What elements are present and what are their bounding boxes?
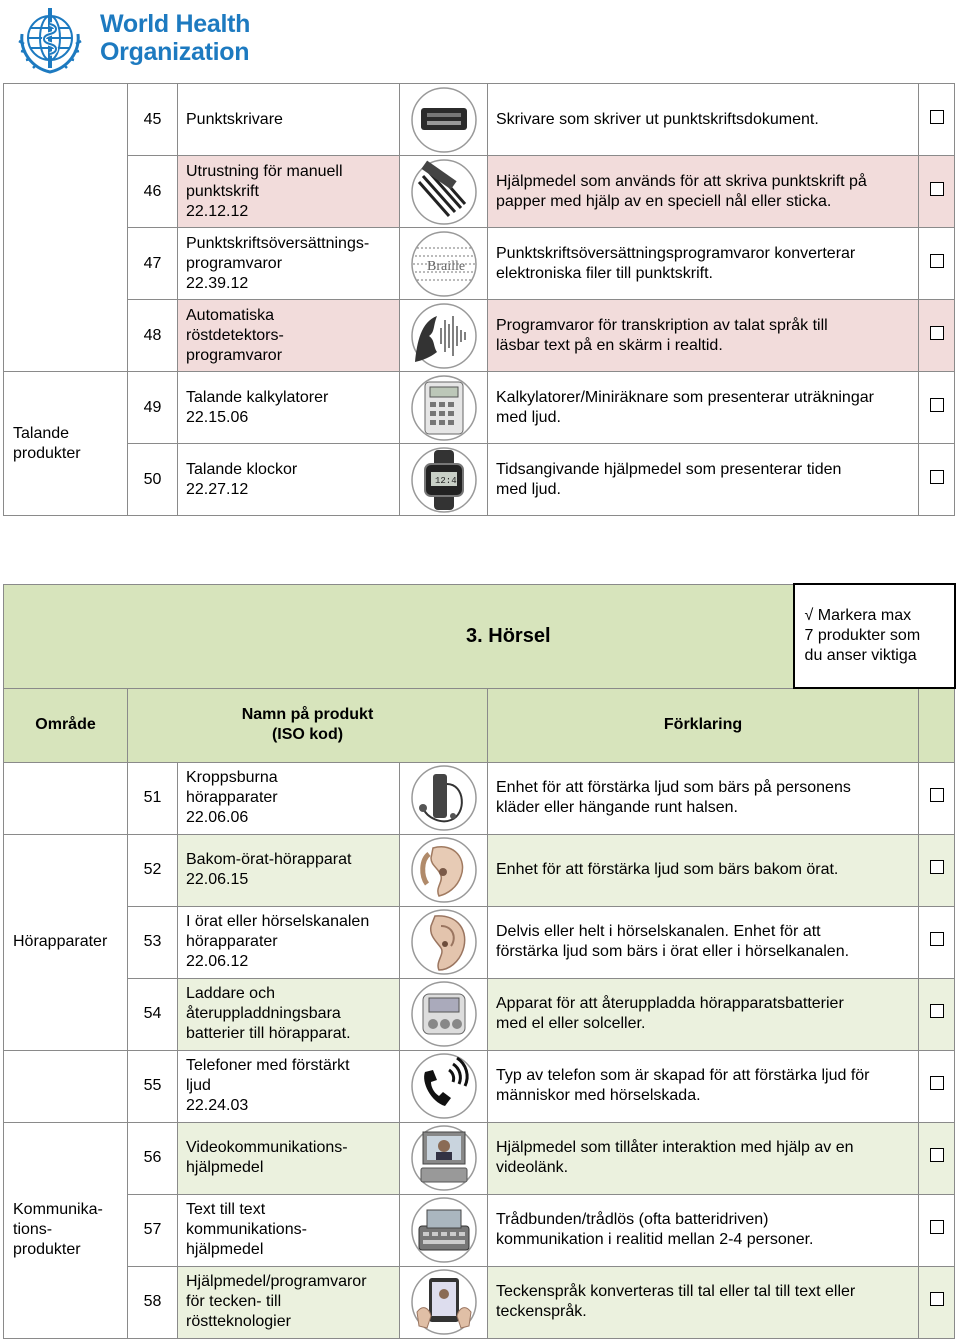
product-description: Typ av telefon som är skapad för att förstärka ljud för människor med hörselskada. <box>488 1050 919 1122</box>
body-worn-hearing-aid-icon <box>407 764 481 832</box>
product-image <box>400 978 488 1050</box>
select-checkbox[interactable] <box>930 470 944 484</box>
product-name: Kroppsburna hörapparater 22.06.06 <box>178 762 400 834</box>
table-row <box>4 1194 955 1266</box>
header-desc: Förklaring <box>488 688 919 762</box>
product-name: Punktskriftsöversättnings- programvaror 22.39.12 <box>178 228 400 300</box>
product-name: Utrustning för manuell punktskrift 22.12.12 <box>178 156 400 228</box>
row-number: 48 <box>128 300 178 372</box>
who-emblem-icon <box>14 4 86 76</box>
header-check <box>919 688 955 762</box>
voice-waveform-icon <box>407 302 481 370</box>
product-description: Hjälpmedel som används för att skriva punktskrift på papper med hjälp av en speciell nål eller sticka. <box>488 156 919 228</box>
product-name: Punktskrivare <box>178 84 400 156</box>
product-description: Apparat för att återuppladda hörapparatsbatterier med el eller solceller. <box>488 978 919 1050</box>
amplified-phone-icon <box>407 1052 481 1120</box>
who-wordmark: World Health Organization <box>100 10 251 66</box>
table-row <box>4 1050 955 1122</box>
in-ear-hearing-aid-icon <box>407 908 481 976</box>
product-description: Teckenspråk konverteras till tal eller tal till text eller teckenspråk. <box>488 1266 919 1338</box>
select-checkbox[interactable] <box>930 1148 944 1162</box>
select-checkbox-cell <box>919 906 955 978</box>
product-image <box>400 762 488 834</box>
product-image <box>400 444 488 516</box>
product-name: Text till text kommunikations- hjälpmedel <box>178 1194 400 1266</box>
battery-charger-icon <box>407 980 481 1048</box>
product-image <box>400 834 488 906</box>
select-checkbox-cell <box>919 762 955 834</box>
table-row <box>4 444 955 516</box>
product-description: Kalkylatorer/Miniräknare som presenterar uträkningar med ljud. <box>488 372 919 444</box>
header-area: Område <box>4 688 128 762</box>
row-number: 49 <box>128 372 178 444</box>
product-image <box>400 1050 488 1122</box>
select-checkbox-cell <box>919 978 955 1050</box>
table-row <box>4 762 955 834</box>
select-checkbox-cell <box>919 444 955 516</box>
select-checkbox-cell <box>919 156 955 228</box>
select-checkbox-cell <box>919 1266 955 1338</box>
select-checkbox[interactable] <box>930 932 944 946</box>
area-cell <box>4 1050 128 1122</box>
select-checkbox[interactable] <box>930 182 944 196</box>
select-checkbox-cell <box>919 372 955 444</box>
area-cell: Talande produkter <box>4 372 128 516</box>
who-logo <box>14 4 254 76</box>
talking-watch-icon <box>407 446 481 514</box>
table-row <box>4 1122 955 1194</box>
behind-ear-hearing-aid-icon <box>407 836 481 904</box>
row-number: 51 <box>128 762 178 834</box>
mark-note: √ Markera max 7 produkter som du anser viktiga <box>794 584 955 688</box>
select-checkbox-cell <box>919 1050 955 1122</box>
row-number: 50 <box>128 444 178 516</box>
table-row <box>4 906 955 978</box>
product-name: Automatiska röstdetektors- programvaror <box>178 300 400 372</box>
product-description: Enhet för att förstärka ljud som bärs på personens kläder eller hängande runt halsen. <box>488 762 919 834</box>
svg-text:Braille: Braille <box>426 258 465 274</box>
select-checkbox-cell <box>919 1194 955 1266</box>
area-cell: Kommunika- tions- produkter <box>4 1122 128 1338</box>
row-number: 46 <box>128 156 178 228</box>
product-name: Talande kalkylatorer 22.15.06 <box>178 372 400 444</box>
braille-document-icon <box>407 230 481 298</box>
select-checkbox-cell <box>919 228 955 300</box>
header-name: Namn på produkt (ISO kod) <box>128 688 488 762</box>
table-row <box>4 300 955 372</box>
product-image <box>400 1266 488 1338</box>
select-checkbox[interactable] <box>930 1220 944 1234</box>
section-title: 3. Hörsel <box>4 584 794 688</box>
row-number: 45 <box>128 84 178 156</box>
product-name: I örat eller hörselskanalen hörapparater 22.06.12 <box>178 906 400 978</box>
talande-products-table <box>3 83 955 516</box>
product-image <box>400 372 488 444</box>
product-name: Laddare och återuppladdningsbara batterier till hörapparat. <box>178 978 400 1050</box>
select-checkbox[interactable] <box>930 1076 944 1090</box>
select-checkbox[interactable] <box>930 110 944 124</box>
row-number: 47 <box>128 228 178 300</box>
product-name: Talande klockor 22.27.12 <box>178 444 400 516</box>
product-image <box>400 906 488 978</box>
product-name: Videokommunikations- hjälpmedel <box>178 1122 400 1194</box>
product-image <box>400 156 488 228</box>
product-image <box>400 1122 488 1194</box>
select-checkbox-cell <box>919 834 955 906</box>
table-row <box>4 156 955 228</box>
product-description: Delvis eller helt i hörselskanalen. Enhet för att förstärka ljud som bärs i örat eller i hörselkanalen. <box>488 906 919 978</box>
product-description: Hjälpmedel som tillåter interaktion med hjälp av en videolänk. <box>488 1122 919 1194</box>
product-name: Telefoner med förstärkt ljud 22.24.03 <box>178 1050 400 1122</box>
product-description: Punktskriftsöversättningsprogramvaror konverterar elektroniska filer till punktskrift. <box>488 228 919 300</box>
product-description: Tidsangivande hjälpmedel som presenterar tiden med ljud. <box>488 444 919 516</box>
row-number: 57 <box>128 1194 178 1266</box>
braille-printer-icon <box>407 86 481 154</box>
select-checkbox[interactable] <box>930 326 944 340</box>
row-number: 53 <box>128 906 178 978</box>
horsel-products-table <box>3 583 956 1339</box>
row-number: 55 <box>128 1050 178 1122</box>
select-checkbox[interactable] <box>930 788 944 802</box>
select-checkbox-cell <box>919 1122 955 1194</box>
select-checkbox[interactable] <box>930 1004 944 1018</box>
table-row <box>4 84 955 156</box>
select-checkbox-cell <box>919 300 955 372</box>
product-description: Skrivare som skriver ut punktskriftsdokument. <box>488 84 919 156</box>
video-communication-icon <box>407 1124 481 1192</box>
table-row <box>4 372 955 444</box>
product-name: Bakom-örat-hörapparat 22.06.15 <box>178 834 400 906</box>
select-checkbox[interactable] <box>930 1292 944 1306</box>
row-number: 56 <box>128 1122 178 1194</box>
table-row <box>4 1266 955 1338</box>
product-image <box>400 1194 488 1266</box>
product-image <box>400 300 488 372</box>
area-cell: Hörapparater <box>4 834 128 1050</box>
product-image <box>400 228 488 300</box>
select-checkbox[interactable] <box>930 398 944 412</box>
select-checkbox-cell <box>919 84 955 156</box>
sign-language-tablet-icon <box>407 1268 481 1336</box>
area-cell <box>4 84 128 372</box>
row-number: 52 <box>128 834 178 906</box>
select-checkbox[interactable] <box>930 254 944 268</box>
product-image <box>400 84 488 156</box>
area-cell <box>4 762 128 834</box>
row-number: 54 <box>128 978 178 1050</box>
braille-slate-icon <box>407 158 481 226</box>
table-row <box>4 834 955 906</box>
talking-calculator-icon <box>407 374 481 442</box>
row-number: 58 <box>128 1266 178 1338</box>
select-checkbox[interactable] <box>930 860 944 874</box>
product-description: Programvaror för transkription av talat språk till läsbar text på en skärm i realtid. <box>488 300 919 372</box>
text-communicator-icon <box>407 1196 481 1264</box>
table-row <box>4 228 955 300</box>
product-name: Hjälpmedel/programvaror för tecken- till röstteknologier <box>178 1266 400 1338</box>
product-description: Enhet för att förstärka ljud som bärs bakom örat. <box>488 834 919 906</box>
svg-text:12:45: 12:45 <box>434 475 462 486</box>
table-row <box>4 978 955 1050</box>
product-description: Trådbunden/trådlös (ofta batteridriven) kommunikation i realitid mellan 2-4 personer. <box>488 1194 919 1266</box>
